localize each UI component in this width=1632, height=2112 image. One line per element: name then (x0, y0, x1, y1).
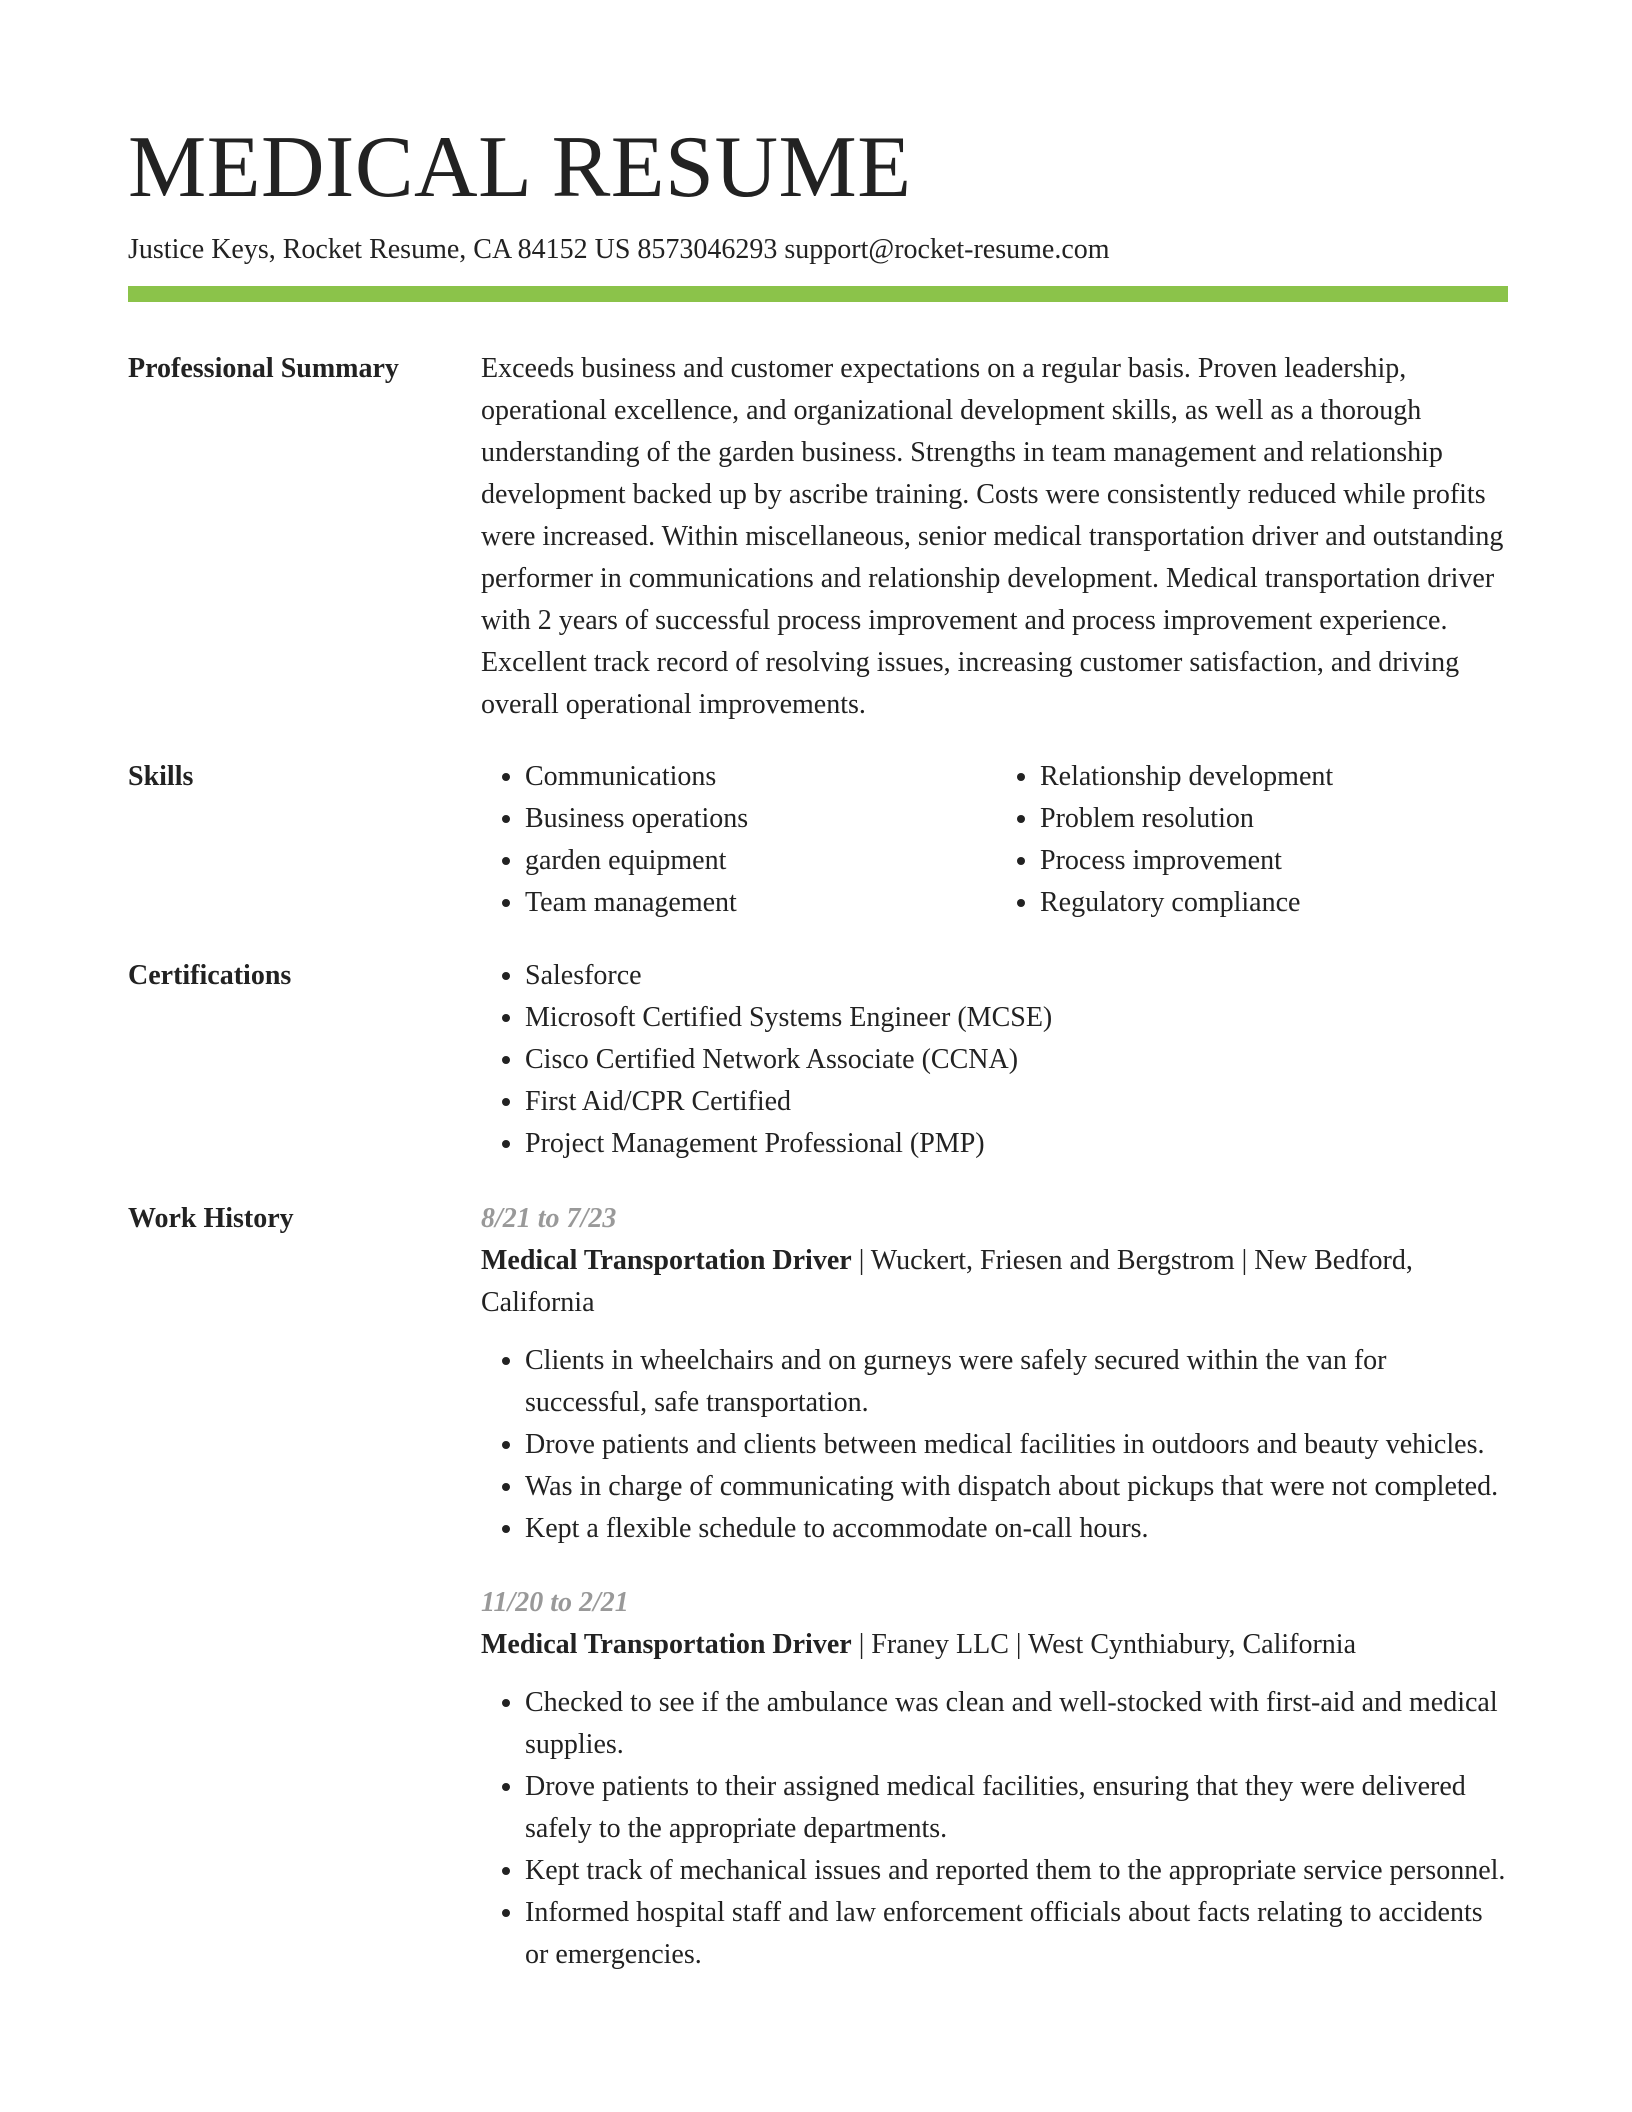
job-heading (481, 1624, 1511, 1666)
skill-item: • Team management (525, 882, 996, 924)
skill-item: • Business operations (525, 798, 996, 840)
skills-list-left (481, 756, 996, 924)
job-employer-location: | Franey LLC | West Cynthiabury, California (851, 1629, 1357, 1660)
certification-item: • First Aid/CPR Certified (525, 1081, 1511, 1123)
skill-item: • Communications (525, 756, 996, 798)
skill-item: • Regulatory compliance (1040, 882, 1511, 924)
accent-divider (128, 286, 1508, 302)
certifications-list (481, 955, 1511, 1165)
job-title: Medical Transportation Driver (481, 1245, 852, 1276)
certifications-label: Certifications (128, 960, 292, 991)
job-bullets (481, 1340, 1511, 1550)
job-bullet: • Checked to see if the ambulance was clean and well-stocked with first-aid and medical supplies. (525, 1682, 1511, 1766)
work-history-label: Work History (128, 1203, 294, 1234)
certification-item: • Microsoft Certified Systems Engineer (MCSE) (525, 997, 1511, 1039)
job-bullet: • Informed hospital staff and law enforcement officials about facts relating to accidents or emergencies. (525, 1892, 1511, 1976)
job-bullet: • Clients in wheelchairs and on gurneys were safely secured within the van for successful, safe transportation. (525, 1340, 1511, 1424)
certification-item: • Project Management Professional (PMP) (525, 1123, 1511, 1165)
job-heading (481, 1240, 1511, 1324)
summary-text: Exceeds business and customer expectations on a regular basis. Proven leadership, operational excellence, and organizational development skills, as well as a thorough understanding of the garden business. Strengths in team management and relationship development backed up by ascribe training. Costs were consistently reduced while profits were increased. Within miscellaneous, senior medical transportation driver and outstanding performer in communications and relationship development. Medical transportation driver with 2 years of successful process improvement and process improvement experience. Excellent track record of resolving issues, increasing customer satisfaction, and driving overall operational improvements. (481, 353, 1504, 720)
job-bullet: • Kept a flexible schedule to accommodate on-call hours. (525, 1508, 1511, 1550)
job-bullet: • Drove patients and clients between medical facilities in outdoors and beauty vehicles. (525, 1424, 1511, 1466)
job-entry (481, 1198, 1511, 1550)
job-title: Medical Transportation Driver (481, 1629, 852, 1660)
resume-title: MEDICAL RESUME (128, 119, 912, 216)
skills-list-right (996, 756, 1511, 924)
skills-label: Skills (128, 761, 194, 792)
job-entry (481, 1582, 1511, 1976)
job-bullet: • Was in charge of communicating with dispatch about pickups that were not completed. (525, 1466, 1511, 1508)
certification-item: • Salesforce (525, 955, 1511, 997)
skills-body (481, 756, 1511, 924)
work-history-body (481, 1198, 1511, 2008)
job-bullet: • Drove patients to their assigned medical facilities, ensuring that they were delivered safely to the appropriate departments. (525, 1766, 1511, 1850)
skill-item: • garden equipment (525, 840, 996, 882)
skill-item: • Relationship development (1040, 756, 1511, 798)
skill-item: • Process improvement (1040, 840, 1511, 882)
job-dates: 11/20 to 2/21 (481, 1587, 629, 1618)
summary-body (481, 348, 1511, 726)
summary-label: Professional Summary (128, 353, 399, 384)
job-employer-location: | Wuckert, Friesen and Bergstrom | New Bedford, California (481, 1245, 1413, 1318)
job-bullet: • Kept track of mechanical issues and reported them to the appropriate service personnel. (525, 1850, 1511, 1892)
contact-info: Justice Keys, Rocket Resume, CA 84152 US 8573046293 support@rocket-resume.com (128, 234, 1110, 265)
job-bullets (481, 1682, 1511, 1976)
job-dates: 8/21 to 7/23 (481, 1203, 617, 1234)
skill-item: • Problem resolution (1040, 798, 1511, 840)
certifications-body (481, 955, 1511, 1165)
certification-item: • Cisco Certified Network Associate (CCNA) (525, 1039, 1511, 1081)
